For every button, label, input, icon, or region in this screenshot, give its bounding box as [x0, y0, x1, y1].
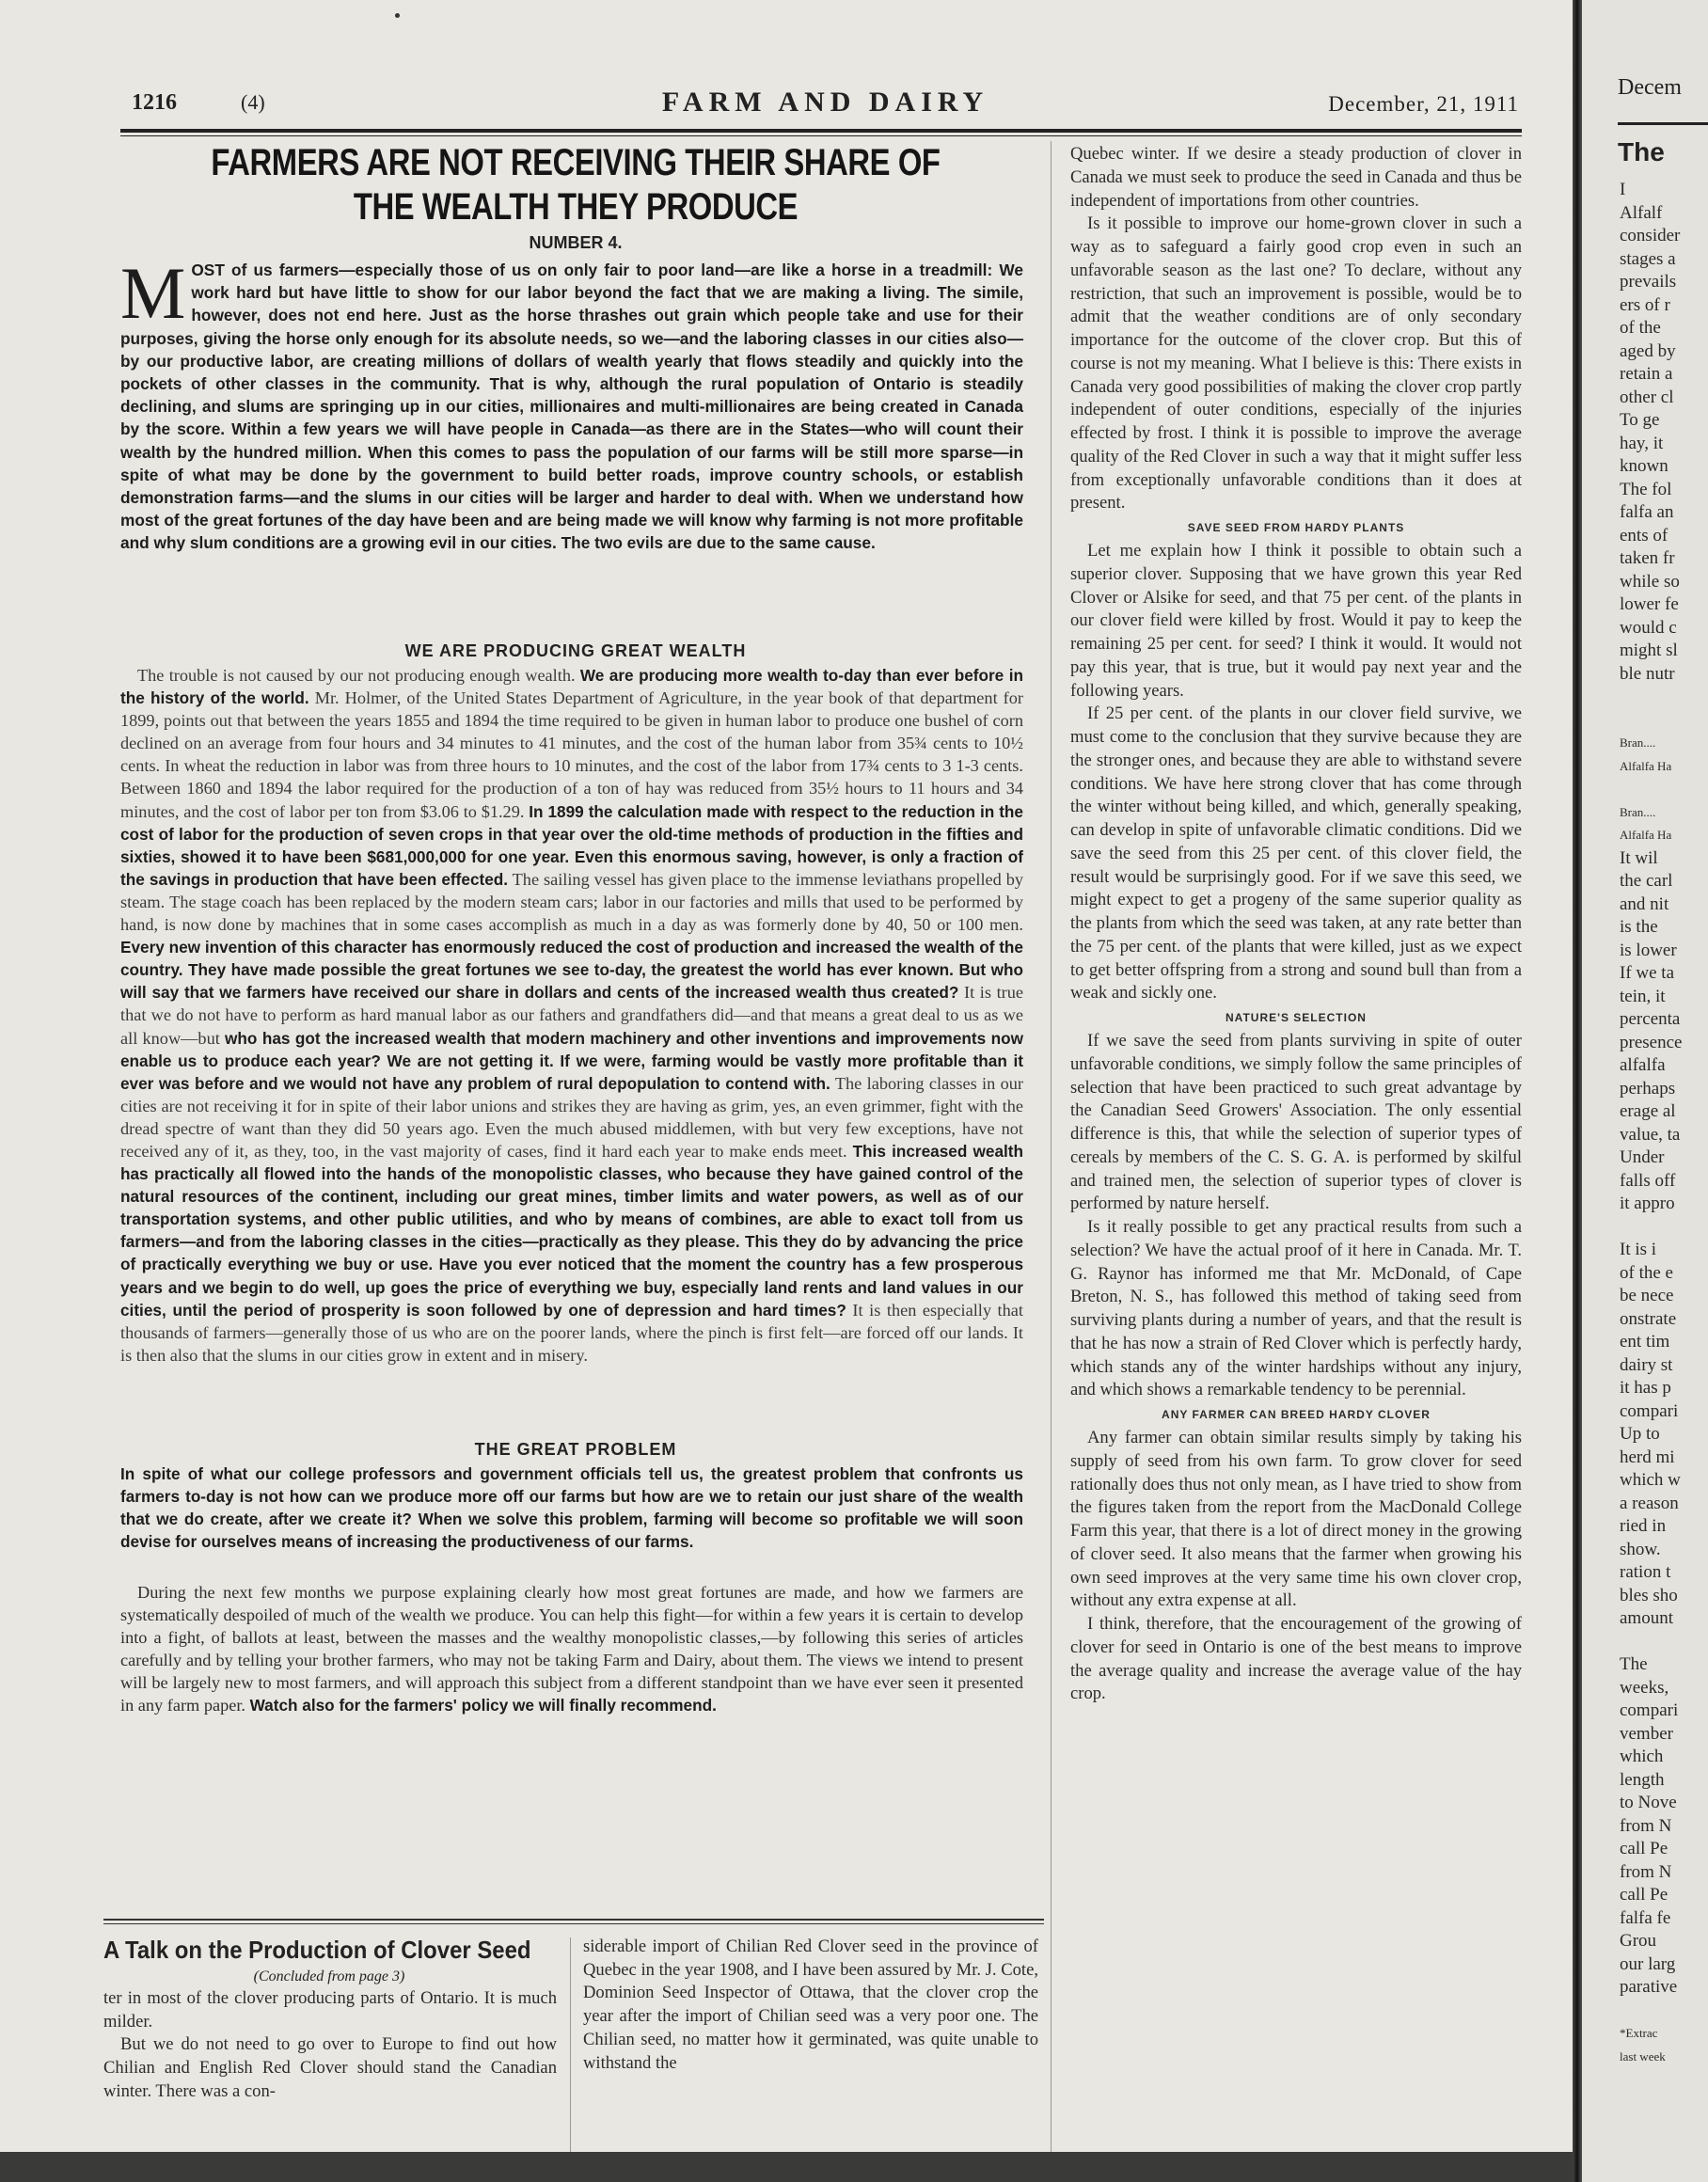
clover-right-column	[1070, 143, 1522, 1706]
adjacent-page-fragment	[1582, 0, 1708, 2182]
drop-cap: M	[120, 252, 186, 334]
clover-col1-para: ter in most of the clover producing parts of Ontario. It is much milder.	[103, 1988, 557, 2032]
clover-paragraph: Quebec winter. If we desire a steady production of clover in Canada we must seek to produce the seed in Canada and thus be independent of importations from other countries.	[1070, 144, 1522, 211]
adjacent-line: prevails	[1620, 272, 1677, 292]
ink-dot	[395, 13, 400, 18]
clover-paragraph: Let me explain how I think it possible to obtain such a superior clover. Supposing that we have grown this year Red Clover or Alsike for seed, and that 75 per cent. of the plants in our clover field were killed by frost. Would it pay to keep the remaining 25 per cent. for seed? I think it would. It would not pay this year, that is true, but it would pay next year and the following years.	[1070, 541, 1522, 701]
clover-col1-para: But we do not need to go over to Europe to find out how Chilian and English Red Clover should stand the Canadian winter. There was a con-	[103, 2034, 557, 2101]
adjacent-line: be nece	[1620, 1286, 1674, 1305]
adjacent-line: Under	[1620, 1147, 1665, 1167]
page-number: 1216	[132, 90, 177, 115]
header-rule	[120, 129, 1522, 133]
body-bold-run: Every new invention of this character has enormously reduced the cost of production and increased the wealth of the country. They have made possible the great fortunes we see to-day, the greatest the world has ever known. But who will say that we farmers have received our share in dollars and cents of the increased wealth thus created?	[120, 938, 1023, 1003]
adjacent-line: presence	[1620, 1032, 1683, 1052]
clover-column-1	[103, 1987, 557, 2104]
adjacent-rule	[1618, 122, 1708, 125]
adjacent-line: the carl	[1620, 871, 1673, 891]
body-run: The laboring classes in our cities are not receiving it for in spite of their labor unions and strikes they are having as grim, yes, an even grimmer, fight with the dread spectre of want than they did 50 years ago. Even the much abused middlemen, with but very few exceptions, have not received any of it, as they, too, in the vast majority of cases, find it hard each year to make ends meet.	[120, 1073, 1023, 1161]
clover-article-title: A Talk on the Production of Clover Seed	[103, 1936, 531, 1964]
body-bold-run: who has got the increased wealth that modern machinery and other inventions and improvements now enable us to produce each year? We are not getting it. If we were, farming would be vastly more profitable than it ever was before and we would not have any problem of rural depopulation to contend with.	[120, 1028, 1024, 1093]
adjacent-line: compari	[1620, 1700, 1679, 1720]
adjacent-line: herd mi	[1620, 1447, 1675, 1467]
adjacent-line: would c	[1620, 617, 1677, 638]
adjacent-line: ried in	[1620, 1516, 1667, 1536]
adjacent-line: other cl	[1620, 387, 1674, 407]
adjacent-line: falfa an	[1620, 502, 1674, 522]
article-lead	[120, 252, 1023, 555]
clover-subhead: NATURE'S SELECTION	[1226, 1011, 1367, 1024]
adjacent-line: vember	[1620, 1723, 1673, 1744]
adjacent-line: I	[1620, 180, 1626, 199]
adjacent-line: alfalfa	[1620, 1055, 1666, 1075]
adjacent-line: retain a	[1620, 364, 1673, 384]
adjacent-line: it appro	[1620, 1194, 1675, 1213]
body-bold-run: We are producing more wealth to-day than ever before in the history of the world.	[120, 666, 1023, 708]
adjacent-line: value, ta	[1620, 1124, 1681, 1145]
adjacent-line: tein, it	[1620, 986, 1666, 1006]
adjacent-line: If we ta	[1620, 963, 1675, 983]
article-body	[120, 664, 1023, 1367]
closing-bold: Watch also for the farmers' policy we will finally recommend.	[249, 1696, 717, 1715]
clover-paragraph: I think, therefore, that the encouragement of the growing of clover for seed in Ontario is one of the best means to improve the average quality and increase the average value of the hay crop.	[1070, 1614, 1522, 1704]
article-title: FARMERS ARE NOT RECEIVING THEIR SHARE OF THE WEALTH THEY PRODUCE	[211, 142, 941, 228]
masthead: FARM AND DAIRY	[661, 87, 989, 118]
great-problem-text: In spite of what our college professors and government officials tell us, the greatest problem that confronts us farmers to-day is not how can we produce more off our farms but how are we to retain our just share of the wealth that we do create, after we create it? When we solve this problem, farming will become so profitable we will soon devise for ourselves means of increasing the productiveness of our farms.	[120, 1464, 1023, 1551]
adjacent-line: *Extrac	[1620, 2026, 1658, 2040]
adjacent-line: hay, it	[1620, 433, 1664, 453]
adjacent-line: Alfalf	[1620, 202, 1663, 223]
clover-paragraph: Is it really possible to get any practical results from such a selection? We have the actual proof of it here in Canada. Mr. T. G. Raynor has informed me that Mr. McDonald, of Cape Breton, N. S., has followed this method of taking seed from surviving plants during a number of years, and that the result is that he has now a strain of Red Clover which is perfectly hardy, which stands any of the winter hardships without any injury, and which shows a remarkable tendency to be perennial.	[1070, 1217, 1522, 1400]
adjacent-header: Decem	[1618, 75, 1682, 100]
adjacent-line: Bran....	[1620, 735, 1656, 750]
body-run: The trouble is not caused by our not producing enough wealth.	[137, 666, 580, 685]
clover-subhead: SAVE SEED FROM HARDY PLANTS	[1187, 521, 1405, 534]
adjacent-line: show.	[1620, 1539, 1661, 1559]
body-run: It is then especially that thousands of farmers—generally those of us who are on the poorer lands, where the pinch is first felt—are forced off our lands. It is then also that the slums in our cities grow in extent and in misery.	[120, 1300, 1023, 1365]
clover-paragraph: If 25 per cent. of the plants in our clover field survive, we must come to the conclusion that they survive because they are the stronger ones, and because they are able to withstand severe conditions. We have here strong clover that has come through the winter without being killed, and which, generally speaking, can develop in spite of unfavorable climatic conditions. Did we save the seed from this 25 per cent. of this clover field, the result would be surprisingly good. For if we save this seed, we might expect to get a progeny of the same superior quality as the plants from which the seed was taken, at any rate better than the 75 per cent. of the plants that were killed, just as we expect to get better offspring from a strong and sound bull than from a weak and sickly one.	[1070, 704, 1522, 1004]
adjacent-line: consider	[1620, 226, 1681, 245]
adjacent-line: The	[1620, 1654, 1648, 1674]
clover-paragraph: Any farmer can obtain similar results simply by taking his supply of seed from his own farm. To grow clover for seed rationally does thus not only mean, as I have tried to show from the figures taken from the report from the MacDonald College Farm this year, that there is a lot of direct money in the growing of clover seed. It also means that the farmer when growing his own seed improves at the very same time his own clover crop, without any extra expense at all.	[1070, 1428, 1522, 1611]
adjacent-line: ent tim	[1620, 1332, 1670, 1352]
lead-text: OST of us farmers—especially those of us on only fair to poor land—are like a horse in a treadmill: We work hard but have little to show for our labor beyond the fact that we are making a living. The simile, however, does not end here. Just as the horse thrashes out grain which people take and use for their purposes, giving the horse only enough for its absolute needs, so we—and the laboring classes in our cities also—by our productive labor, are creating millions of dollars of wealth yearly that flows steadily and quickly into the pockets of other classes in the community. That is why, although the rural population of Ontario is steadily declining, and slums are springing up in our cities, millionaires and multi-millionaires are being created in Canada by the score. Within a few years we will have people in Canada—as there are in the States—who will count their wealth by the hundred million. When this comes to pass the population of our farms will be still more sparse—in spite of what may be done by the government to build better roads, improve country schools, or establish demonstration farms—and the slums in our cities will be larger and harder to deal with. When we understand how most of the great fortunes of the day have been and are being made we will know why farming is not more profitable and why slum conditions are a growing evil in our cities. The two evils are due to the same cause.	[120, 261, 1023, 553]
adjacent-line: from N	[1620, 1815, 1672, 1836]
header-rule-thin	[120, 135, 1522, 136]
body-run: It is true that we do not have to perform as hard manual labor as our fathers and grandfathers did—and that means a great deal to us as we all know—but	[120, 983, 1023, 1048]
adjacent-line: Alfalfa Ha	[1620, 758, 1672, 773]
issue-page: (4)	[241, 90, 265, 114]
adjacent-line: to Nove	[1620, 1793, 1677, 1812]
body-run: The sailing vessel has given place to the immense leviathans propelled by steam. The stage coach has been replaced by the modern steam cars; labor in our factories and mills that used to be performed by hand, is now done by machines that in some cases accomplish as much in a day as was formerly done by 40, 50 or 100 men.	[120, 869, 1023, 935]
body-bold-run: This increased wealth has practically all flowed into the hands of the monopolistic classes, who because they have gained control of the natural resources of the continent, including our great mines, timber limits and water powers, as well as of our transportation systems, and other public utilities, and who by means of combines, are able to exact toll from us farmers—and from the laboring classes in the cities—practically as they please. This they do by advancing the price of practically everything we buy or use. Have you ever noticed that the moment the country has a few prosperous years and we begin to do well, up goes the price of everything we buy, especially land rents and land values in our cities, until the period of prosperity is soon followed by one of depression and hard times?	[120, 1141, 1024, 1320]
adjacent-line: Up to	[1620, 1424, 1660, 1444]
adjacent-line: length	[1620, 1769, 1665, 1790]
page-header	[132, 87, 1519, 124]
column-rule	[1051, 141, 1052, 2152]
body-bold-run: In 1899 the calculation made with respect to the reduction in the cost of labor for the production of seven crops in that year over the old-time methods of production in the fifties and sixties, showed it to have been $681,000,000 for one year. Even this enormous saving, however, is only a fraction of the savings in production that have been effected.	[120, 801, 1023, 889]
body-run: Mr. Holmer, of the United States Department of Agriculture, in the year book of that department for 1899, points out that between the years 1855 and 1894 the time required to be given in human labor to produce one bushel of corn declined on an average from four hours and 34 minutes to 41 minutes, and the cost of the human labor from 35¾ cents to 10½ cents. In wheat the reduction in labor was from three hours to 10 minutes, and the cost of the labor from 17¾ cents to 3 1-3 cents. Between 1860 and 1894 the labor required for the production of a ton of hay was reduced from 35½ hours to 11 hours and 34 minutes, and the cost of labor per ton from $3.06 to $1.29.	[120, 688, 1024, 821]
subhead-great-problem: THE GREAT PROBLEM	[474, 1440, 677, 1459]
adjacent-line: lower fe	[1620, 594, 1679, 614]
adjacent-line: might sl	[1620, 640, 1678, 660]
adjacent-title: The	[1618, 137, 1665, 166]
adjacent-line: Bran....	[1620, 804, 1656, 819]
adjacent-line: compari	[1620, 1400, 1679, 1421]
adjacent-line: our larg	[1620, 1953, 1676, 1974]
adjacent-line: perhaps	[1620, 1078, 1676, 1099]
section-separator	[103, 1919, 1044, 1921]
adjacent-line: and nit	[1620, 893, 1669, 914]
adjacent-line: falfa fe	[1620, 1907, 1671, 1928]
adjacent-line: which w	[1620, 1470, 1681, 1490]
adjacent-line: To ge	[1620, 410, 1660, 430]
adjacent-line: aged by	[1620, 340, 1676, 361]
adjacent-line: falls off	[1620, 1170, 1676, 1191]
adjacent-line: It wil	[1620, 847, 1658, 868]
adjacent-line: from N	[1620, 1861, 1672, 1882]
adjacent-line: amount	[1620, 1608, 1673, 1628]
adjacent-line: call Pe	[1620, 1885, 1668, 1905]
page-gutter	[1573, 0, 1582, 2182]
issue-date: December, 21, 1911	[1328, 92, 1519, 116]
adjacent-line: ers of r	[1620, 294, 1670, 315]
adjacent-line: it has p	[1620, 1378, 1671, 1398]
closing-paragraph	[120, 1581, 1023, 1716]
adjacent-line: is lower	[1620, 940, 1677, 960]
adjacent-line: dairy st	[1620, 1354, 1673, 1375]
adjacent-line: Grou	[1620, 1931, 1657, 1951]
adjacent-line: Alfalfa Ha	[1620, 828, 1672, 842]
concluded-note: (Concluded from page 3)	[253, 1969, 405, 1984]
adjacent-line: stages a	[1620, 248, 1676, 269]
adjacent-line: call Pe	[1620, 1839, 1668, 1858]
adjacent-line: bles sho	[1620, 1585, 1678, 1605]
adjacent-line: of the e	[1620, 1262, 1673, 1283]
subhead-producing-wealth: WE ARE PRODUCING GREAT WEALTH	[404, 641, 747, 660]
adjacent-line: is the	[1620, 917, 1658, 937]
clover-subhead: ANY FARMER CAN BREED HARDY CLOVER	[1162, 1408, 1431, 1421]
section-separator-thin	[103, 1923, 1044, 1924]
adjacent-line: percenta	[1620, 1009, 1681, 1029]
adjacent-line: while so	[1620, 571, 1680, 592]
closing-text: During the next few months we purpose explaining clearly how most great fortunes are made, and how we farmers are systematically despoiled of much of the wealth we produce. You can help this fight—for within a few years it is certain to develop into a fight, of ballots at least, between the masses and the wealthy monopolistic classes,—by following this series of articles carefully and by telling your brother farmers, who may not be taking Farm and Dairy, about them. The views we intend to present will be largely new to most farmers, and will approach this subject from a different standpoint than we have ever seen it presented in any farm paper.	[120, 1583, 1023, 1715]
adjacent-line: of the	[1620, 318, 1661, 338]
adjacent-line: ble nutr	[1620, 663, 1675, 684]
clover-column-2: siderable import of Chilian Red Clover seed in the province of Quebec in the year 1908, and I have been assured by Mr. J. Cote, Dominion Seed Inspector of Ottawa, that the clover crop the year after the import of Chilian seed was a very poor one. The Chilian seed, no matter how it germinated, was quite unable to withstand the	[583, 1937, 1038, 2073]
adjacent-line: weeks,	[1620, 1677, 1669, 1698]
adjacent-line: known	[1620, 456, 1668, 476]
adjacent-line: ents of	[1620, 525, 1668, 546]
article-number: NUMBER 4.	[529, 233, 623, 252]
adjacent-line: last week	[1620, 2048, 1666, 2063]
adjacent-line: erage al	[1620, 1101, 1676, 1121]
adjacent-line: which	[1620, 1747, 1664, 1766]
adjacent-line: taken fr	[1620, 548, 1675, 568]
adjacent-line: parative	[1620, 1977, 1678, 1997]
adjacent-line: The fol	[1620, 479, 1672, 499]
adjacent-line: It is i	[1620, 1240, 1657, 1259]
adjacent-line: onstrate	[1620, 1308, 1677, 1329]
adjacent-line: ration t	[1620, 1562, 1671, 1582]
clover-paragraph: Is it possible to improve our home-grown clover in such a way as to safeguard a fairly good crop even in such an unfavorable season as the last one? To declare, without any restriction, that such an improvement is possible, would be to admit that the weather conditions are of only secondary importance for the outcome of the clover crop. But this of course is not my meaning. What I believe is this: There exists in Canada very good possibilities of making the clover crop partly independent of outer conditions, especially of the injuries effected by frost. I think it is possible to improve the average quality of the Red Clover in such a way that it might suffer less from exceptionally unfavorable conditions than it does at present.	[1070, 213, 1522, 514]
clover-paragraph: If we save the seed from plants surviving in spite of outer unfavorable conditions, we simply follow the same principles of selection that have been practiced to such great advantage by the Canadian Seed Growers' Association. The only essential difference is this, that while the selection of superior types of cereals by members of the C. S. G. A. is performed by skilful and trained men, the selection of superior types of clover is performed by nature herself.	[1070, 1031, 1522, 1214]
column-rule-bottom	[570, 1937, 571, 2152]
adjacent-line: a reason	[1620, 1493, 1679, 1513]
